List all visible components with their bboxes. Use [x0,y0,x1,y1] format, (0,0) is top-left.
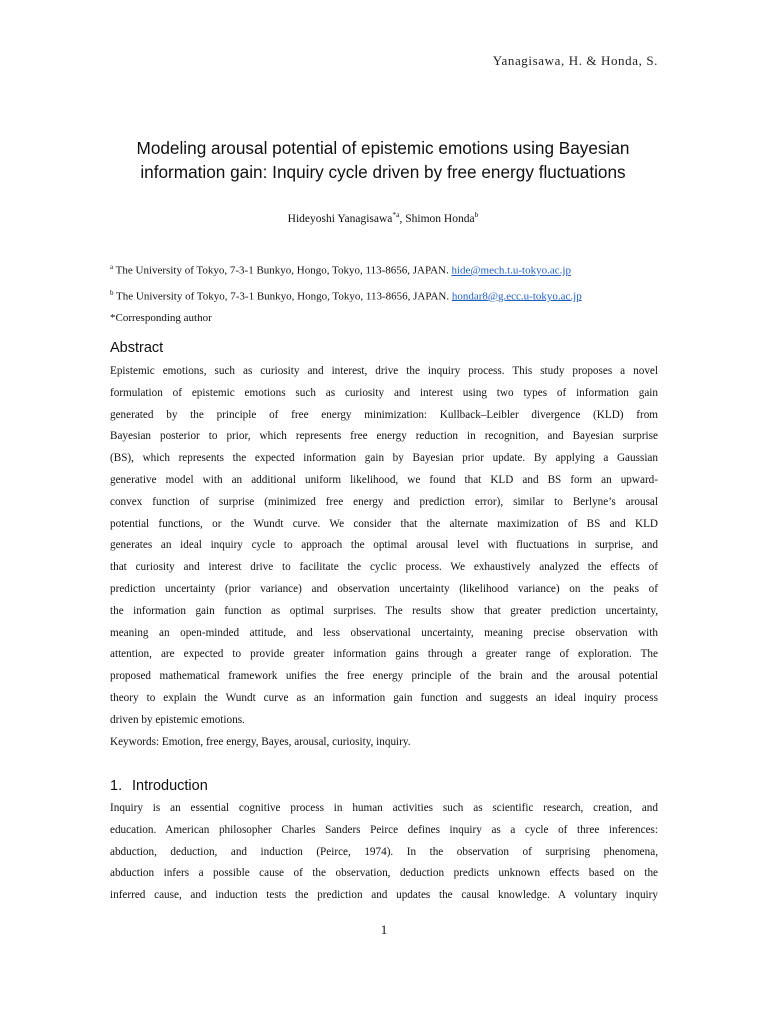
abstract-line: Epistemic emotions, such as curiosity and interest, drive the inquiry process. This study proposes a novel [110,365,658,377]
affiliations [110,256,670,329]
abstract-line: generative model with an additional uniform likelihood, we found that KLD and BS form an upward- [110,473,658,486]
abstract-line: Bayesian posterior to prior, which represents free energy reduction in recognition, and Bayesian surprise [110,430,658,443]
introduction-line: abduction, deduction, and induction (Peirce, 1974). In the observation of surprising phenomena, [110,845,658,858]
affiliation-mark: b [110,288,114,297]
introduction-line: education. American philosopher Charles Sanders Peirce defines inquiry as a cycle of three inferences: [110,823,658,836]
introduction-line: abduction infers a possible cause of the observation, deduction predicts unknown effects based on the [110,867,658,880]
abstract-heading: Abstract [110,340,164,356]
abstract-line: attention, are expected to provide greater information gains through a greater range of exploration. The [110,648,658,661]
abstract-line: generates an ideal inquiry cycle to approach the optimal arousal level with fluctuations in surprise, and [110,539,658,552]
affiliation-line [110,282,670,308]
affiliation-mark: a [110,263,114,271]
introduction-line: Inquiry is an essential cognitive process in human activities such as scientific research, creation, and [110,802,658,814]
email-link[interactable]: hide@mech.t.u-tokyo.ac.jp [451,264,571,277]
affiliation-text: The University of Tokyo, 7-3-1 Bunkyo, Hongo, Tokyo, 113-8656, JAPAN. [113,290,452,303]
page-number: 1 [380,922,388,937]
affiliation-text: The University of Tokyo, 7-3-1 Bunkyo, Hongo, Tokyo, 113-8656, JAPAN. [113,264,452,277]
title-line: information gain: Inquiry cycle driven by free energy fluctuations [140,162,626,182]
abstract-line: prediction uncertainty (prior variance) and observation uncertainty (likelihood variance) on the peaks of [110,582,658,595]
abstract-line: that curiosity and interest drive to facilitate the cyclic process. We exhaustively analyzed the effects of [110,561,658,574]
introduction-body [110,798,658,907]
email-link[interactable]: hondar8@g.ecc.u-tokyo.ac.jp [451,290,582,303]
affiliation-line [110,256,670,282]
abstract-line: potential functions, or the Wundt curve. We consider that the alternate maximization of BS and KLD [110,517,658,530]
abstract-body [110,361,658,753]
abstract-line: generated by the principle of free energy minimization: Kullback–Leibler divergence (KLD) from [110,408,658,421]
abstract-line: convex function of surprise (minimized free energy and prediction error), similar to Berlyne’s arousal [110,495,658,508]
abstract-line: theory to explain the Wundt curve as an information gain function and suggests an ideal inquiry process [110,691,658,704]
corresponding-author-note: *Corresponding author [110,312,212,325]
author-name: Shimon Honda [405,212,475,225]
abstract-line: proposed mathematical framework unifies the free energy principle of the brain and the arousal potential [110,670,658,683]
title-line: Modeling arousal potential of epistemic emotions using Bayesian [136,138,630,158]
abstract-line: driven by epistemic emotions. [110,713,245,726]
introduction-line: inferred cause, and induction tests the prediction and updates the causal knowledge. A voluntary inquiry [110,889,658,902]
author-separator: , [399,212,406,225]
author-list [100,210,666,225]
abstract-line: (BS), which represents the expected information gain by Bayesian prior update. By applying a Gaussian [110,452,658,465]
abstract-line: the information gain function as optimal surprises. The results show that greater prediction uncertainty, [110,604,658,617]
keywords: Keywords: Emotion, free energy, Bayes, arousal, curiosity, inquiry. [110,735,411,748]
paper-title [100,136,666,184]
introduction-heading [110,778,208,794]
author-name: Hideyoshi Yanagisawa [287,212,393,225]
section-number: 1. [110,778,123,794]
author-affiliation-mark: *a [392,210,400,219]
abstract-line: formulation of epistemic emotions such as curiosity and interest using two types of information gain [110,386,658,399]
abstract-line: meaning an open-minded attitude, and less observational uncertainty, meaning precise observation with [110,626,658,639]
author-affiliation-mark: b [474,210,479,219]
section-title: Introduction [132,778,208,794]
running-head: Yanagisawa, H. & Honda, S. [492,53,658,68]
